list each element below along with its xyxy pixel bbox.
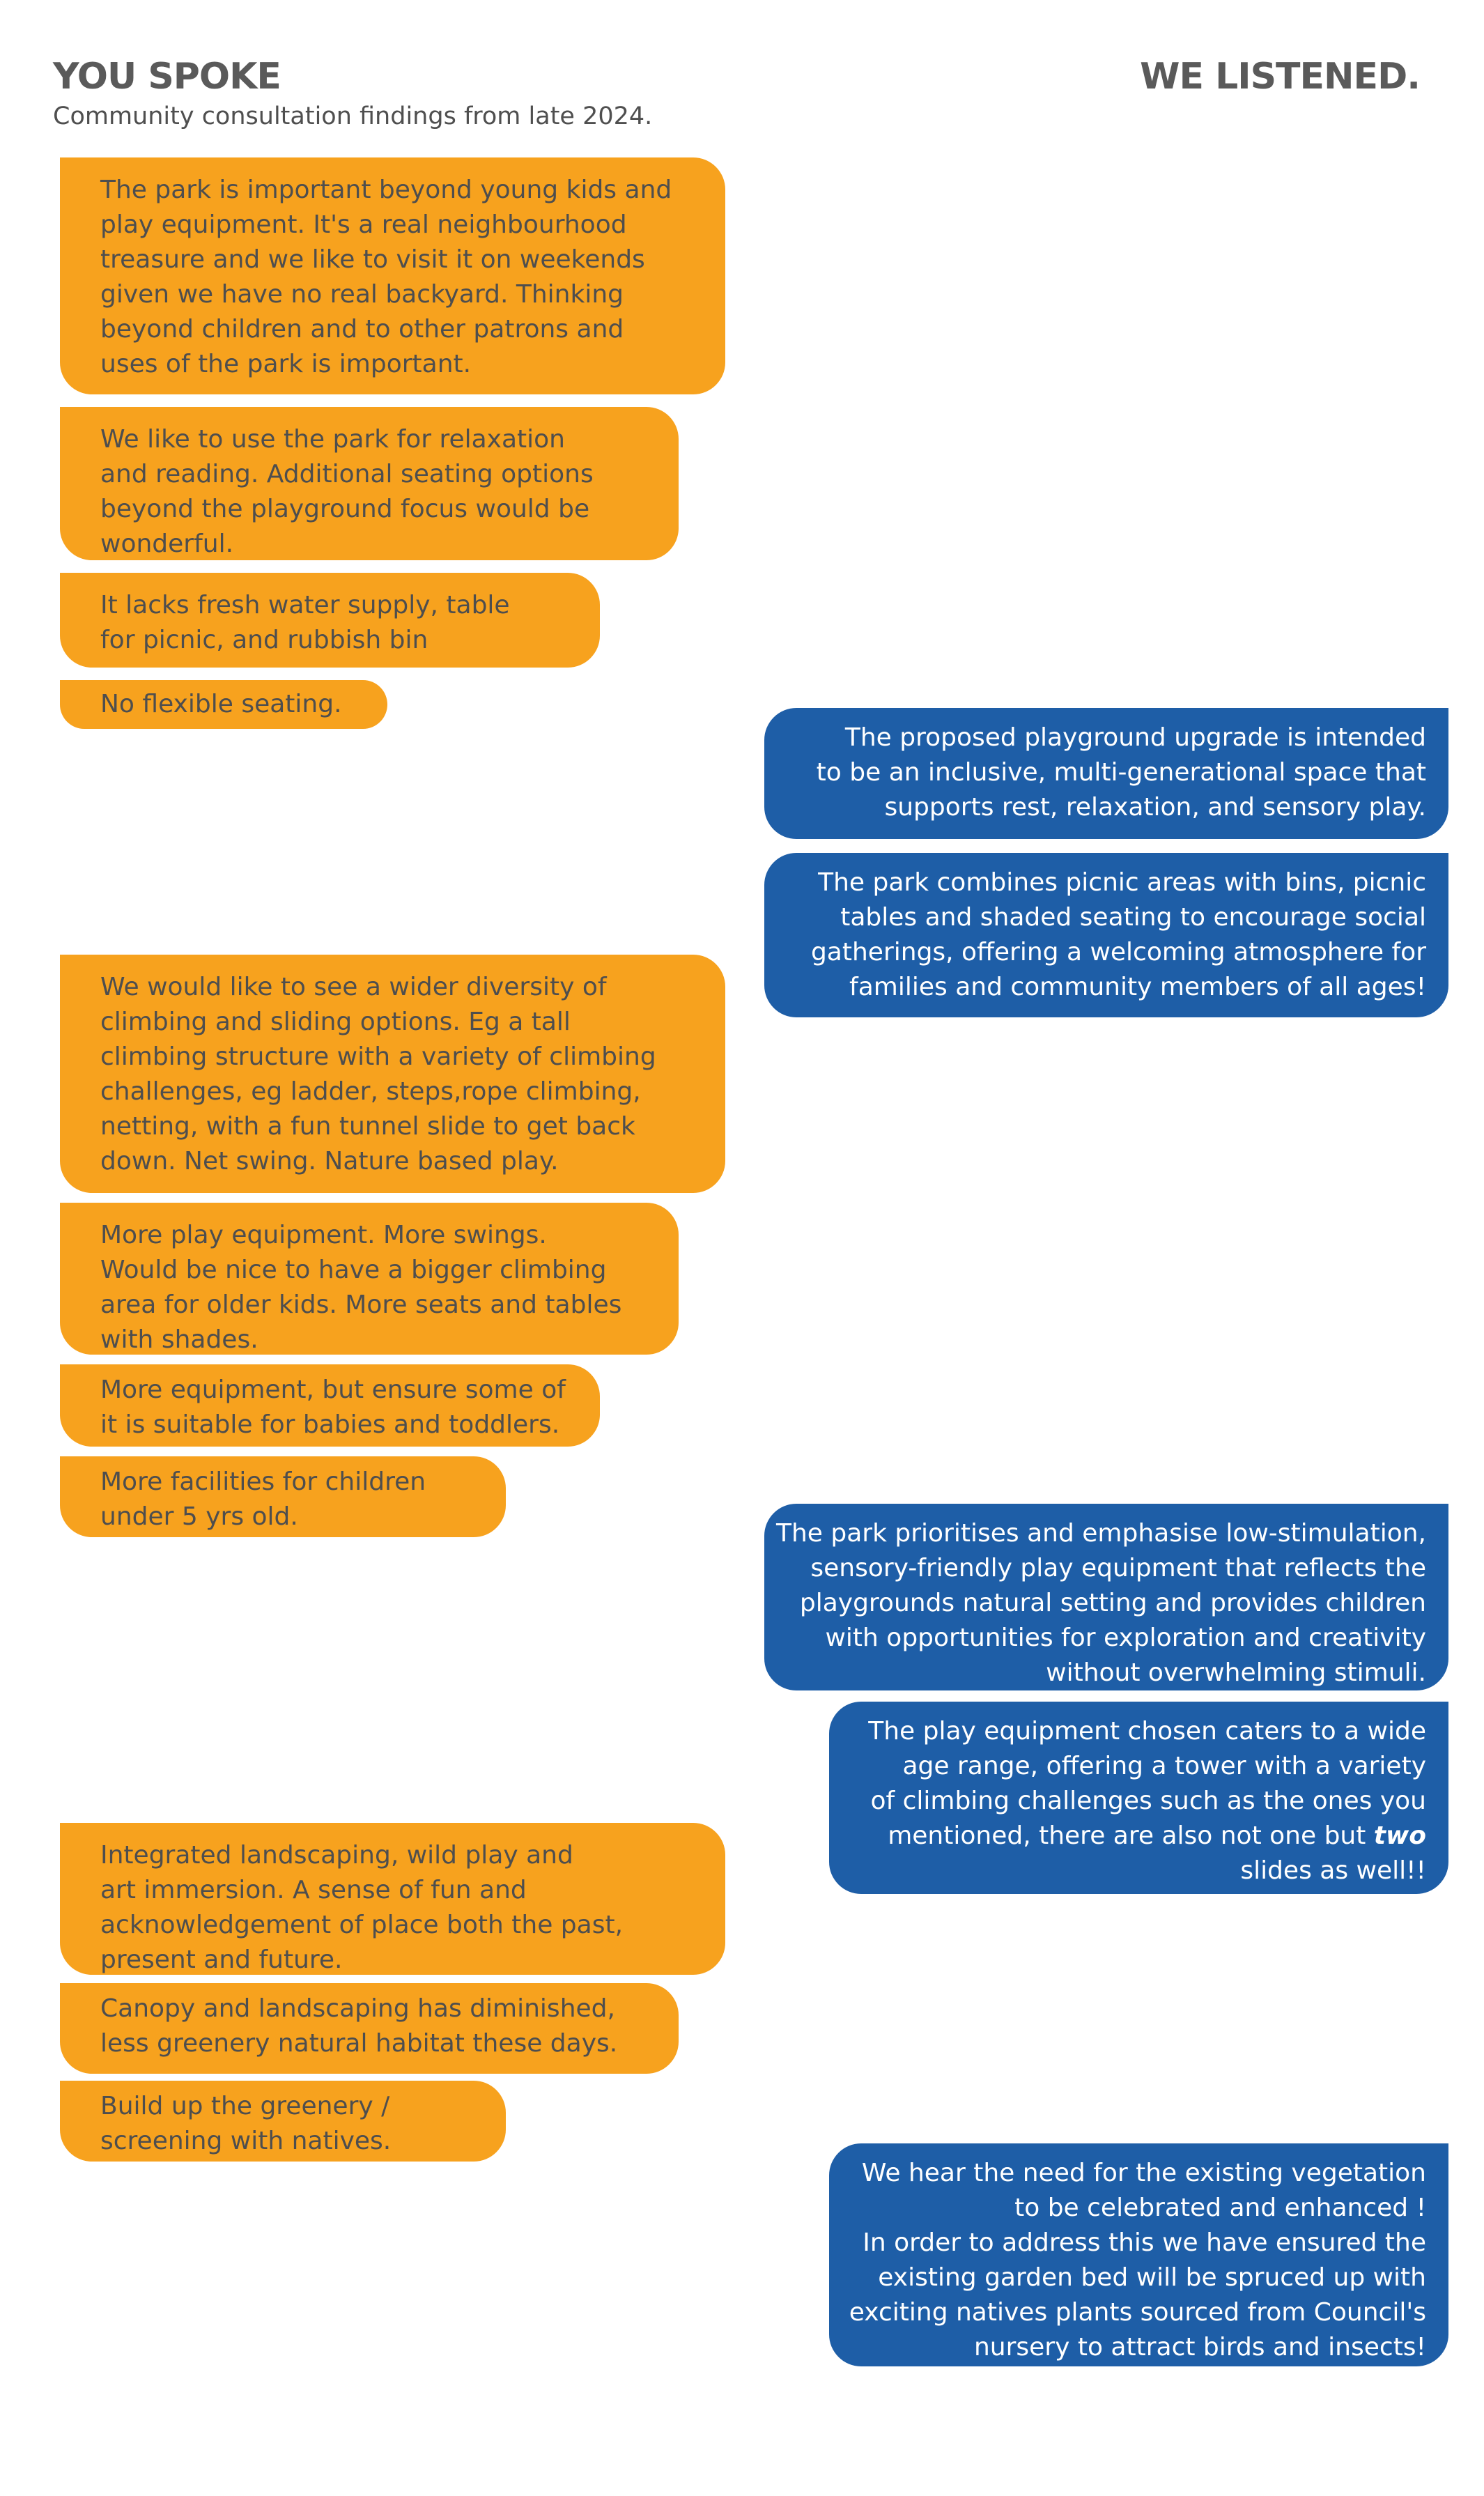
community-comment-bubble: We would like to see a wider diversity of climbing and sliding options. Eg a tall climbing structure with a variety of climbing challenges, eg ladder, steps,rope climbing, netting, with a fun tunnel slide to get back down. Net swing. Nature based play. xyxy=(60,955,725,1193)
response-text: The play equipment chosen caters to a wide age range, offering a tower with a variety of climbing challenges such as the ones you mentioned, there are also not one but xyxy=(868,1717,1426,1850)
response-emphasis: two xyxy=(1373,1821,1426,1850)
community-comment-bubble: More play equipment. More swings. Would be nice to have a bigger climbing area for older kids. More seats and tables with shades. xyxy=(60,1203,679,1355)
council-response-bubble: The proposed playground upgrade is intended to be an inclusive, multi-generational space that supports rest, relaxation, and sensory play. xyxy=(764,708,1448,839)
council-response-bubble xyxy=(829,1702,1448,1894)
council-response-bubble: The park prioritises and emphasise low-stimulation, sensory-friendly play equipment that reflects the playgrounds natural setting and provides children with opportunities for exploration and creativity without overwhelming stimuli. xyxy=(764,1504,1448,1690)
community-comment-bubble: We like to use the park for relaxation and reading. Additional seating options beyond the playground focus would be wonderful. xyxy=(60,407,679,560)
community-comment-bubble: No flexible seating. xyxy=(60,680,387,729)
community-comment-bubble: Build up the greenery / screening with natives. xyxy=(60,2081,506,2162)
community-comment-bubble: More facilities for children under 5 yrs old. xyxy=(60,1456,506,1537)
community-comment-bubble: Integrated landscaping, wild play and art immersion. A sense of fun and acknowledgement of place both the past, present and future. xyxy=(60,1823,725,1975)
community-comment-bubble: More equipment, but ensure some of it is suitable for babies and toddlers. xyxy=(60,1364,600,1447)
response-text: slides as well!! xyxy=(1240,1856,1426,1885)
council-response-bubble: We hear the need for the existing vegetation to be celebrated and enhanced ! In order to address this we have ensured the existing garden bed will be spruced up with exciting natives plants sourced from Council's nursery to attract birds and insects! xyxy=(829,2143,1448,2366)
community-comment-bubble: Canopy and landscaping has diminished, less greenery natural habitat these days. xyxy=(60,1983,679,2074)
community-comment-bubble: The park is important beyond young kids and play equipment. It's a real neighbourhood treasure and we like to visit it on weekends given we have no real backyard. Thinking beyond children and to other patrons and uses of the park is important. xyxy=(60,157,725,394)
you-spoke-heading: YOU SPOKE xyxy=(53,56,281,98)
council-response-bubble: The park combines picnic areas with bins, picnic tables and shaded seating to encourage social gatherings, offering a welcoming atmosphere for families and community members of all ages! xyxy=(764,853,1448,1017)
community-comment-bubble: It lacks fresh water supply, table for picnic, and rubbish bin xyxy=(60,573,600,668)
we-listened-heading: WE LISTENED. xyxy=(1140,56,1420,98)
consultation-subtitle: Community consultation findings from late 2024. xyxy=(53,102,653,130)
